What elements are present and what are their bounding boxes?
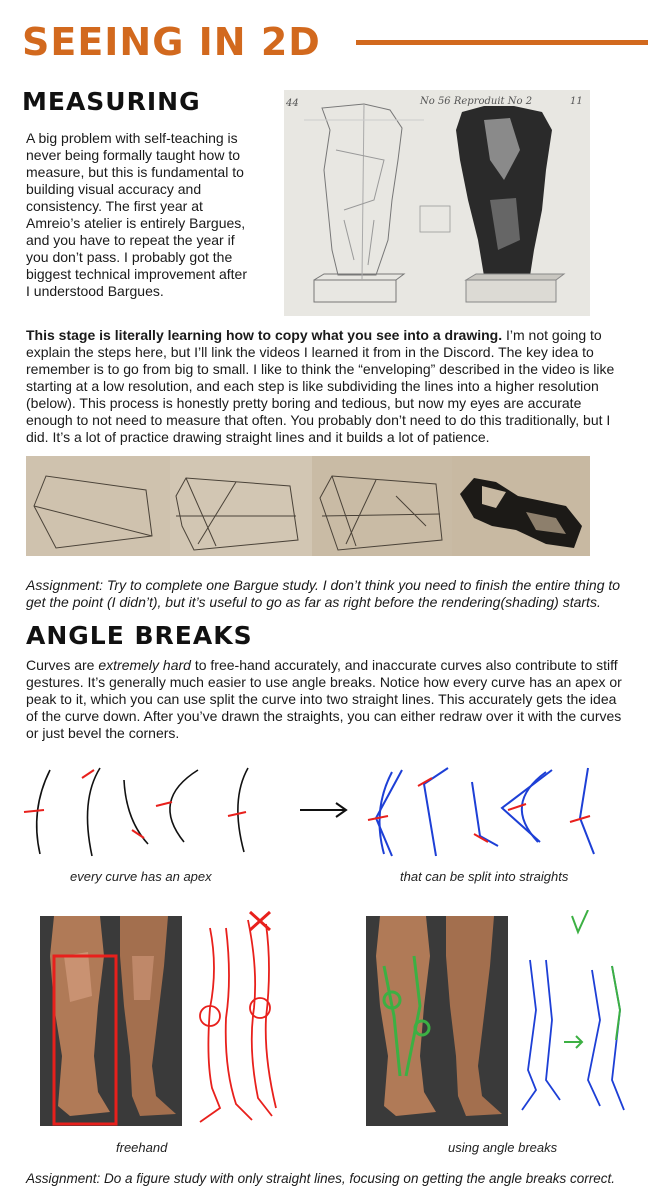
legs-photo-freehand [40, 916, 182, 1126]
page-title: SEEING IN 2D [22, 20, 321, 64]
measuring-intro: A big problem with self-teaching is never being formally taught how to measure, but this is fundamental to building visual accuracy and consistency. The first year at Amreio’s atelier is entirely Bargues, and you have to repeat the year if you don’t pass. I probably got the biggest technical improvement after I understood Bargues. [26, 130, 247, 299]
caption-angle-breaks: using angle breaks [448, 1140, 558, 1155]
angle-breaks-text-2: to free-hand accurately, and inaccurate curves also contribute to stiff gestures. It’s generally much easier to use angle breaks. Notice how every curve has an apex or peak to it, which you can use split the curve into two straight lines. This accurately gets the idea of the curve down. After you’ve drawn the straights, you can either redraw over it with the curves or just bevel the corners. [26, 657, 622, 741]
legs-photo-angle-breaks [366, 916, 508, 1126]
caption-straights: that can be split into straights [400, 869, 569, 884]
angle-break-leg-drawing [516, 910, 636, 1124]
plate-number-right: 11 [570, 96, 583, 107]
freehand-leg-drawing [196, 908, 286, 1128]
arrow-icon [298, 800, 352, 820]
curves-straights-diagram [362, 760, 612, 860]
angle-breaks-text-1: Curves are [26, 657, 99, 673]
angle-breaks-text [26, 657, 626, 742]
title-rule [356, 40, 648, 45]
plate-label: No 56 Reproduit No 2 [420, 96, 533, 107]
angle-breaks-assignment: Assignment: Do a figure study with only straight lines, focusing on getting the angle breaks correct. [26, 1171, 616, 1186]
measuring-body [26, 327, 622, 446]
caption-freehand: freehand [116, 1140, 168, 1155]
bargue-progression-strip [26, 456, 590, 556]
angle-breaks-emphasis: extremely hard [98, 657, 191, 673]
caption-apex: every curve has an apex [70, 869, 212, 884]
angle-breaks-heading: ANGLE BREAKS [26, 621, 253, 650]
plate-number-left: 44 [286, 98, 299, 109]
measuring-heading: MEASURING [22, 87, 201, 116]
curves-apex-diagram [20, 760, 290, 860]
bargue-plate-image [284, 90, 590, 316]
measuring-assignment: Assignment: Try to complete one Bargue study. I don’t think you need to finish the entire thing to get the point (I didn’t), but it’s useful to go as far as right before the rendering(shading) starts. [26, 577, 621, 610]
measuring-body-text: I’m not going to explain the steps here, but I’ll link the videos I learned it from in the Discord. The key idea to remember is to go from big to small. I like to think the “enveloping” described in the video is like starting at a low resolution, and each step is like subdividing the lines into a higher resolution (below). This process is honestly pretty boring and tedious, but now my eyes are accurate enough to not need to measure that often. You probably don’t need to do this traditionally, but I did. It’s a lot of practice drawing straight lines and it builds a lot of patience. [26, 327, 615, 445]
measuring-lead: This stage is literally learning how to copy what you see into a drawing. [26, 327, 503, 343]
